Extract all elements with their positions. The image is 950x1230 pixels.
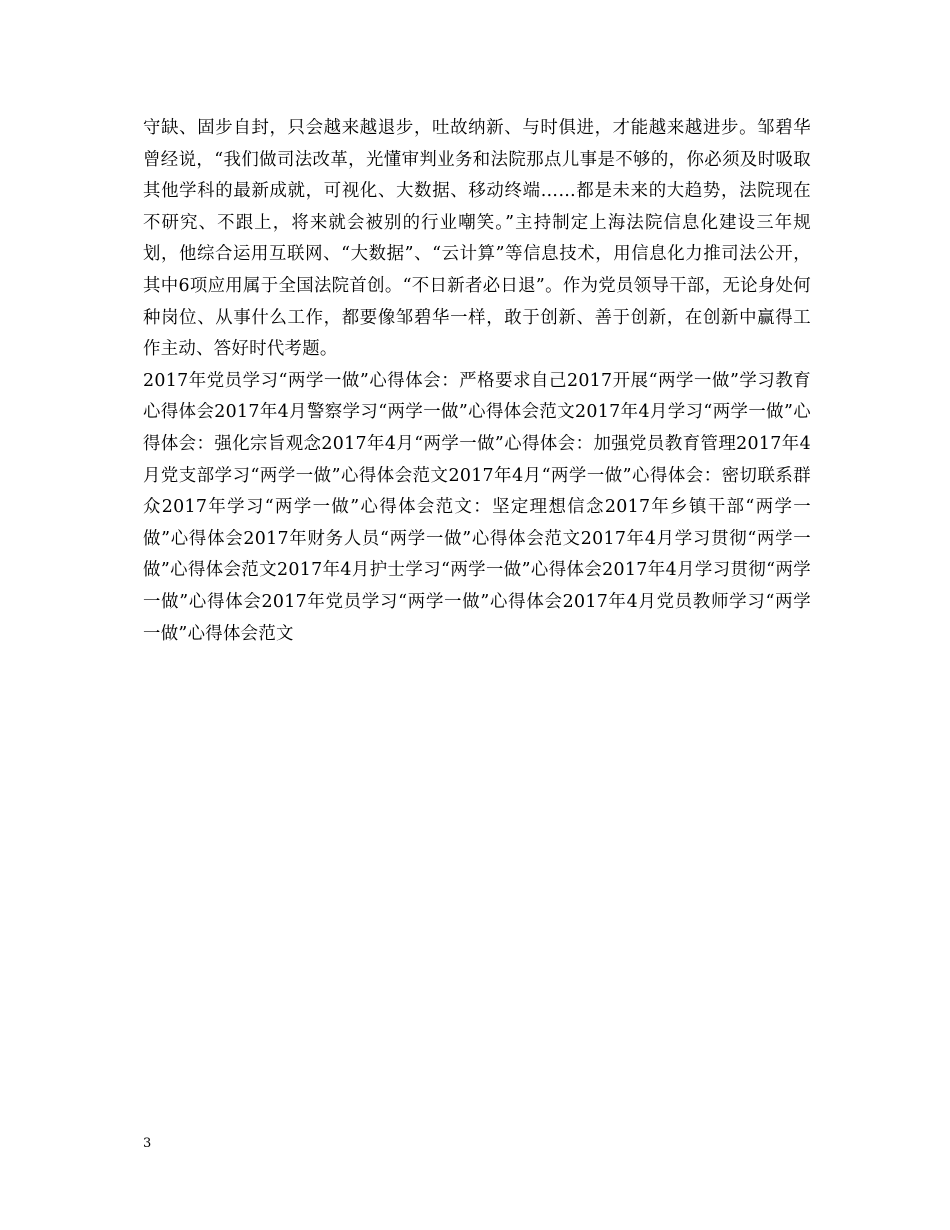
paragraph-zou-bihua-innovation: 守缺、固步自封，只会越来越退步，吐故纳新、与时俱进，才能越来越进步。邹碧华曾经说，“我们做司法改革，光懂审判业务和法院那点儿事是不够的，你必须及时吸取其他学科的最新成就，可视化、大数据、移动终端……都是未来的大趋势，法院现在不研究、不跟上，将来就会被别的行业嘲笑。”主持制定上海法院信息化建设三年规划，他综合运用互联网、“大数据”、“云计算”等信息技术，用信息化力推司法公开，其中6项应用属于全国法院首创。“不日新者必日退”。作为党员领导干部，无论身处何种岗位、从事什么工作，都要像邹碧华一样，敢于创新、善于创新，在创新中赢得工作主动、答好时代考题。 — [143, 118, 811, 360]
document-body — [143, 113, 811, 650]
page-number: 3 — [143, 1136, 152, 1151]
paragraph-related-articles: 2017年党员学习“两学一做”心得体会：严格要求自己2017开展“两学一做”学习教育心得体会2017年4月警察学习“两学一做”心得体会范文2017年4月学习“两学一做”心得体会：强化宗旨观念2017年4月“两学一做”心得体会：加强党员教育管理2017年4月党支部学习“两学一做”心得体会范文2017年4月“两学一做”心得体会：密切联系群众2017年学习“两学一做”心得体会范文：坚定理想信念2017年乡镇干部“两学一做”心得体会2017年财务人员“两学一做”心得体会范文2017年4月学习贯彻“两学一做”心得体会范文2017年4月护士学习“两学一做”心得体会2017年4月学习贯彻“两学一做”心得体会2017年党员学习“两学一做”心得体会2017年4月党员教师学习“两学一做”心得体会范文 — [143, 370, 811, 644]
